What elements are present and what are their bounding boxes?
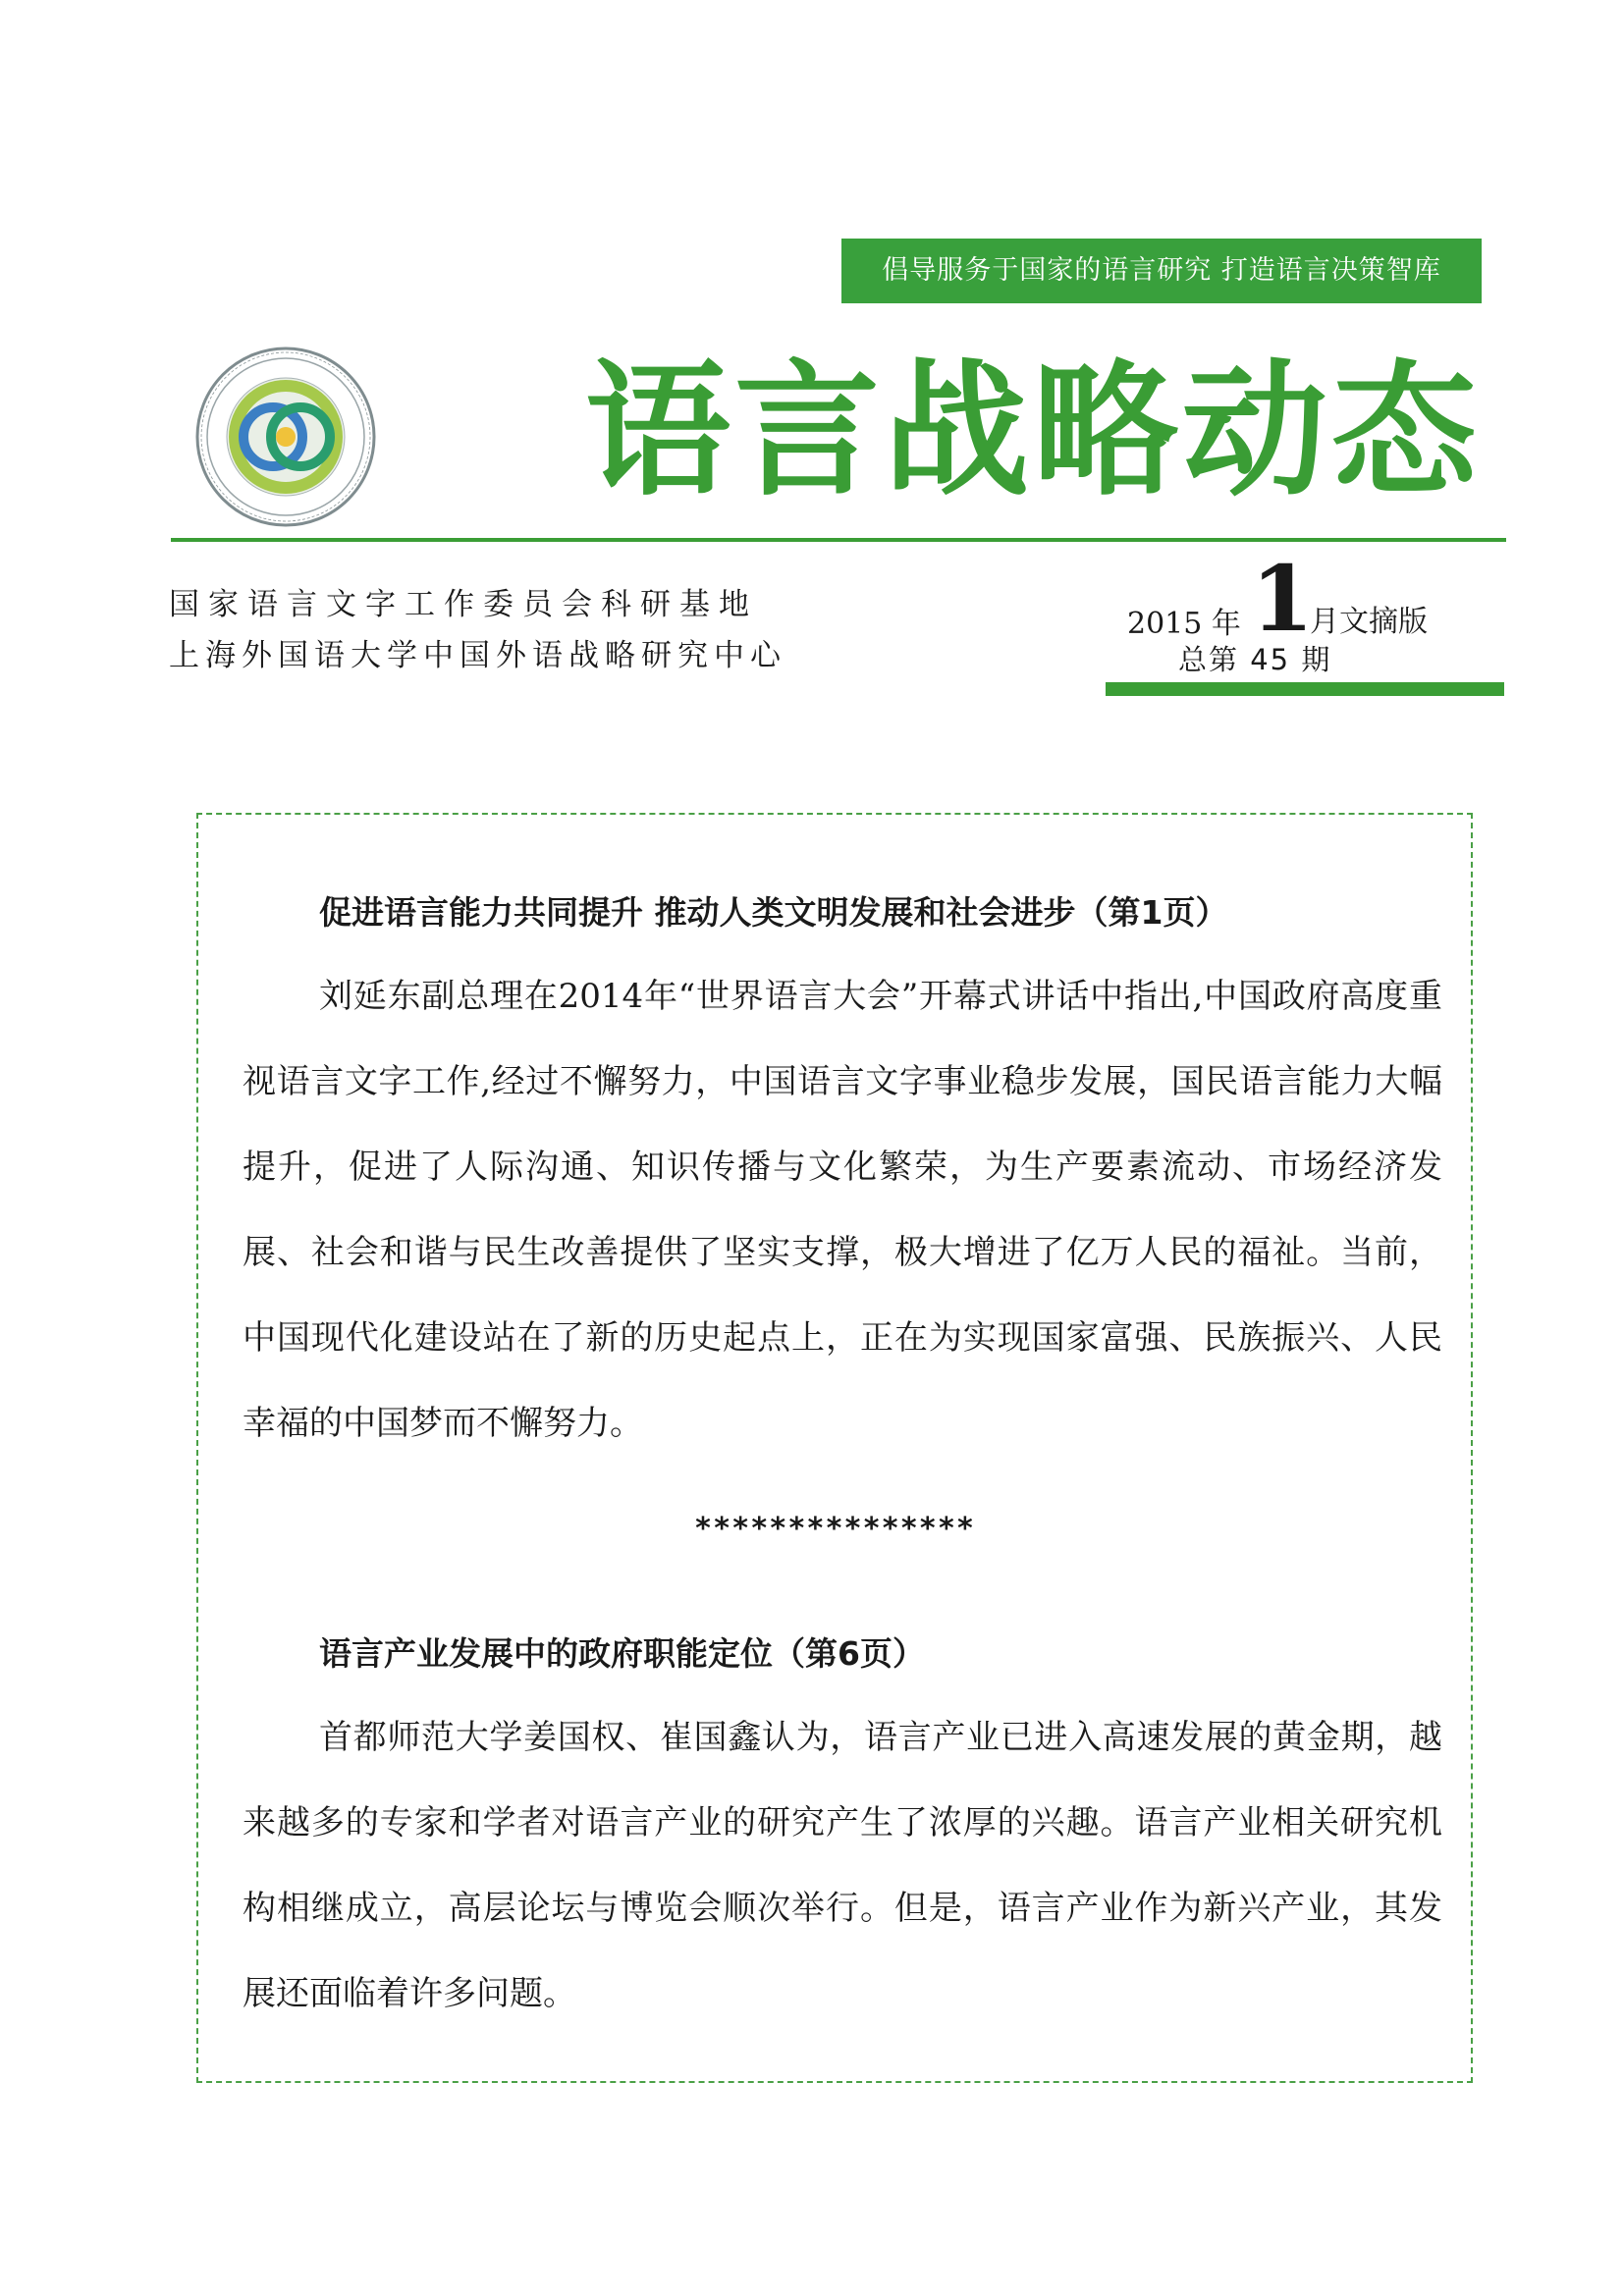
section-separator: *************** [694,1512,975,1546]
article-summary-2: 首都师范大学姜国权、崔国鑫认为，语言产业已进入高速发展的黄金期，越来越多的专家和学者对语言产业的研究产生了浓厚的兴趣。语言产业相关研究机构相继成立，高层论坛与博览会顺次举行。但是，语言产业作为新兴产业，其发展还面临着许多问题。 [243,1718,1442,2013]
organization-name-1: 国家语言文字工作委员会科研基地 [169,587,758,622]
research-center-seal-logo [194,346,377,528]
issue-underline [1106,682,1504,696]
masthead-divider [171,538,1506,542]
issue-month: 1 [1251,546,1315,652]
masthead-title: 语言战略动态 [585,347,1481,515]
organization-name-2: 上海外国语大学中国外语战略研究中心 [169,638,786,673]
issue-info [1127,546,1500,652]
article-heading-2[interactable]: 语言产业发展中的政府职能定位（第6页） [319,1634,925,1673]
article-heading-1[interactable]: 促进语言能力共同提升 推动人类文明发展和社会进步（第1页） [319,893,1228,932]
issue-total-number: 总第 45 期 [1178,643,1332,676]
issue-edition: 月文摘版 [1310,605,1428,639]
issue-year: 2015 年 [1127,607,1241,641]
article-summary-1: 刘延东副总理在2014年“世界语言大会”开幕式讲话中指出,中国政府高度重视语言文字工作,经过不懈努力，中国语言文字事业稳步发展，国民语言能力大幅提升，促进了人际沟通、知识传播与文化繁荣，为生产要素流动、市场经济发展、社会和谐与民生改善提供了坚实支撑，极大增进了亿万人民的福祉。当前，中国现代化建设站在了新的历史起点上，正在为实现国家富强、民族振兴、人民幸福的中国梦而不懈努力。 [243,977,1442,1443]
slogan-banner: 倡导服务于国家的语言研究 打造语言决策智库 [841,239,1482,303]
